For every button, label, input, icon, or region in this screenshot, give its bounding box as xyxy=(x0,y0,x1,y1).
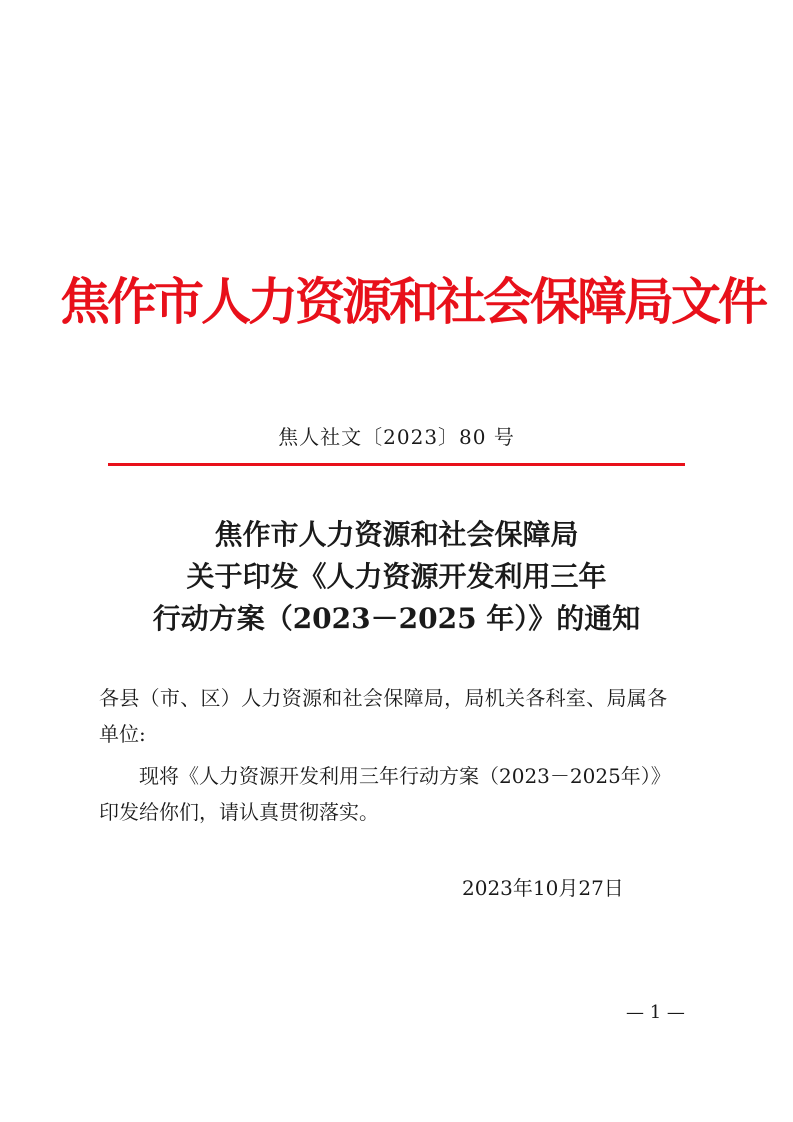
notice-title-line-2: 关于印发《人力资源开发利用三年 xyxy=(186,560,607,593)
header-red-rule xyxy=(108,463,685,466)
document-number: 焦人社文〔2023〕80 号 xyxy=(278,425,515,449)
addressee-line-1: 各县（市、区）人力资源和社会保障局，局机关各科室、局属各 xyxy=(99,686,668,710)
notice-title-line-3: 行动方案（2023－2025 年）》的通知 xyxy=(152,602,641,635)
body-line-1: 现将《人力资源开发利用三年行动方案（2023－2025年）》 xyxy=(139,764,671,788)
body-paragraph xyxy=(99,758,699,830)
addressee xyxy=(99,680,699,752)
body-line-2: 印发给你们，请认真贯彻落实。 xyxy=(99,800,379,824)
issue-date: 2023年10月27日 xyxy=(462,876,624,900)
notice-title-line-1: 焦作市人力资源和社会保障局 xyxy=(214,518,579,551)
page-number: — 1 — xyxy=(626,1002,685,1023)
issuer-header: 焦作市人力资源和社会保障局文件 xyxy=(60,272,765,331)
notice-title xyxy=(0,514,793,640)
addressee-line-2: 单位: xyxy=(99,722,146,746)
